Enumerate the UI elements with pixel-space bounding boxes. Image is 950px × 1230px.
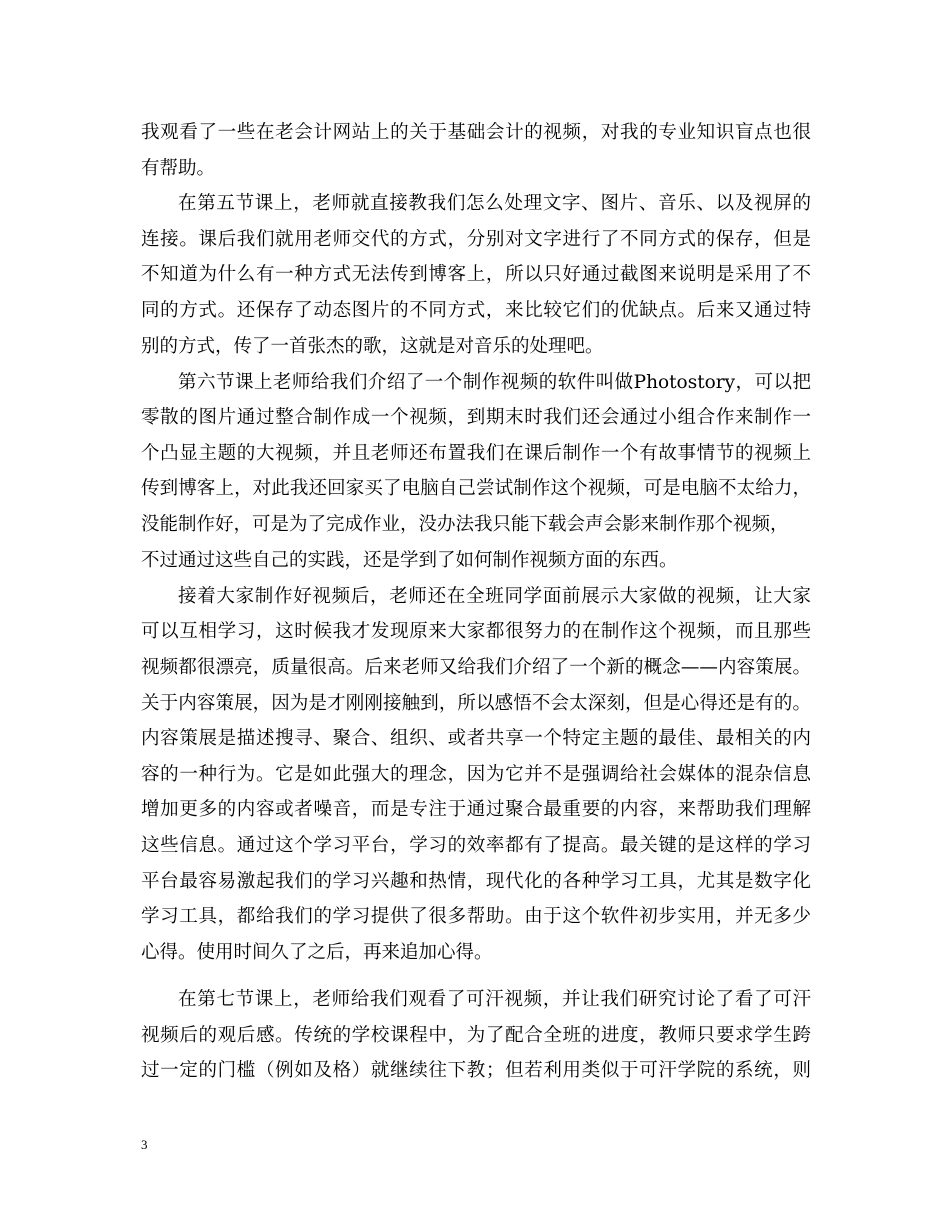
text-line: 个凸显主题的大视频，并且老师还布置我们在课后制作一个有故事情节的视频上: [141, 443, 811, 464]
text-line: 传到博客上，对此我还回家买了电脑自己尝试制作这个视频，可是电脑不太给力，: [141, 478, 811, 499]
text-line: 内容策展是描述搜寻、聚合、组织、或者共享一个特定主题的最佳、最相关的内: [141, 728, 811, 749]
text-line: 容的一种行为。它是如此强大的理念，因为它并不是强调给社会媒体的混杂信息: [141, 764, 811, 785]
text-line: 视频都很漂亮，质量很高。后来老师又给我们介绍了一个新的概念——内容策展。: [141, 657, 811, 678]
paragraph-first-line: 在第七节课上，老师给我们观看了可汗视频，并让我们研究讨论了看了可汗: [178, 989, 811, 1010]
text-line: 视频后的观后感。传统的学校课程中，为了配合全班的进度，教师只要求学生跨: [141, 1025, 811, 1046]
paragraph-first-line: 第六节课上老师给我们介绍了一个制作视频的软件叫做Photostory，可以把: [178, 372, 811, 393]
text-line: 没能制作好，可是为了完成作业，没办法我只能下载会声会影来制作那个视频，: [141, 514, 789, 535]
paragraph-first-line: 在第五节课上，老师就直接教我们怎么处理文字、图片、音乐、以及视屏的: [178, 193, 811, 214]
text-line: 可以互相学习，这时候我才发现原来大家都很努力的在制作这个视频，而且那些: [141, 621, 811, 642]
paragraph-first-line: 接着大家制作好视频后，老师还在全班同学面前展示大家做的视频，让大家: [178, 586, 811, 607]
text-line: 零散的图片通过整合制作成一个视频，到期末时我们还会通过小组合作来制作一: [141, 407, 811, 428]
text-line: 增加更多的内容或者噪音，而是专注于通过聚合最重要的内容，来帮助我们理解: [141, 799, 811, 820]
text-line: 关于内容策展，因为是才刚刚接触到，所以感悟不会太深刻，但是心得还是有的。: [141, 693, 811, 714]
text-line: 学习工具，都给我们的学习提供了很多帮助。由于这个软件初步实用，并无多少: [141, 906, 811, 927]
text-line: 不过通过这些自己的实践，还是学到了如何制作视频方面的东西。: [141, 550, 678, 571]
text-line: 这些信息。通过这个学习平台，学习的效率都有了提高。最关键的是这样的学习: [141, 835, 811, 856]
text-line: 同的方式。还保存了动态图片的不同方式，来比较它们的优缺点。后来又通过特: [141, 300, 811, 321]
text-line: 心得。使用时间久了之后，再来追加心得。: [141, 942, 493, 963]
text-line: 不知道为什么有一种方式无法传到博客上，所以只好通过截图来说明是采用了不: [141, 264, 811, 285]
text-line: 过一定的门槛（例如及格）就继续往下教；但若利用类似于可汗学院的系统，则: [141, 1060, 811, 1081]
text-line: 连接。课后我们就用老师交代的方式，分别对文字进行了不同方式的保存，但是: [141, 229, 811, 250]
text-line: 有帮助。: [141, 158, 216, 179]
text-line: 平台最容易激起我们的学习兴趣和热情，现代化的各种学习工具，尤其是数字化: [141, 871, 811, 892]
text-line: 我观看了一些在老会计网站上的关于基础会计的视频，对我的专业知识盲点也很: [141, 122, 811, 143]
text-line: 别的方式，传了一首张杰的歌，这就是对音乐的处理吧。: [141, 336, 604, 357]
page-number: 3: [141, 1137, 148, 1152]
